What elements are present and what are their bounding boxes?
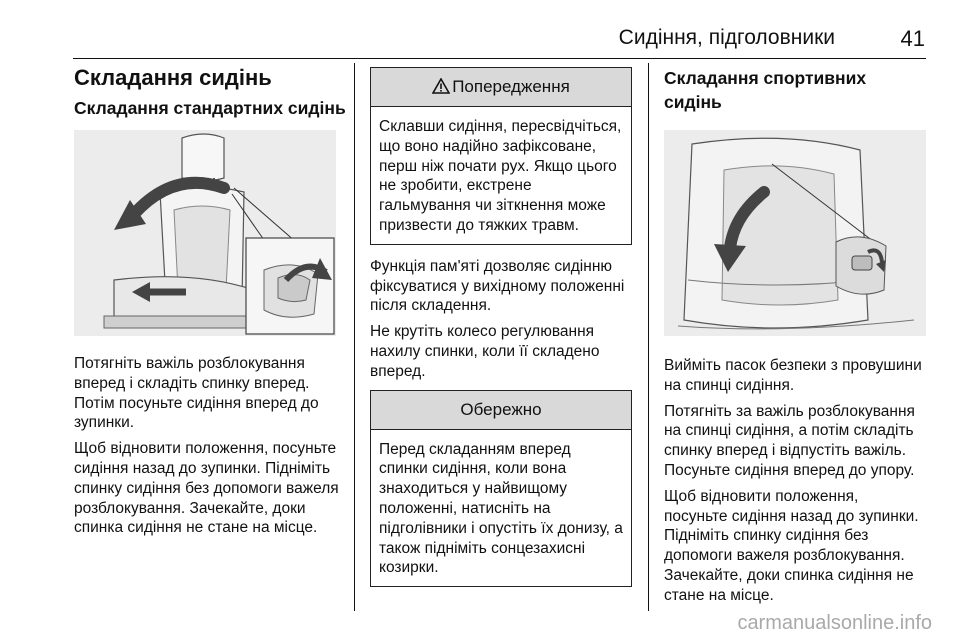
- page-number: 41: [900, 26, 925, 51]
- column-3: [664, 64, 926, 612]
- column-divider-1: [354, 63, 355, 611]
- paragraph-memory: Функція пам'яті дозволяє сидінню фіксуватися у вихідному положенні після складення.: [370, 257, 625, 315]
- paragraph-recline-wheel: Не крутіть колесо регулювання нахилу спинки, коли її складено вперед.: [370, 323, 600, 380]
- warning-title: Попередження: [452, 77, 570, 96]
- paragraph-restore: Щоб відновити положення, посуньте сидіння назад до зупинки. Підніміть спинку сидіння без допомоги важеля розблокування. Зачекайте, доки спинка сидіння не стане на місце.: [664, 487, 919, 604]
- header-title: Сидіння, підголовники: [618, 26, 835, 49]
- section-title: Складання сидінь: [74, 65, 272, 90]
- warning-box: [370, 67, 632, 245]
- figure-standard-seat: [74, 130, 336, 336]
- column-1: [74, 64, 346, 544]
- subsection-title-sport: Складання спортивних сидінь: [664, 68, 867, 112]
- caution-title: Обережно: [460, 399, 542, 419]
- header-rule: [73, 58, 926, 59]
- watermark: carmanualsonline.info: [737, 612, 932, 634]
- warning-text: Склавши сидіння, пересвідчіться, що воно надійно зафіксоване, перш ніж почати рух. Якщо цього не зробити, екстрене гальмування чи зіткнення може призвести до тяжких травм.: [379, 118, 622, 234]
- page-header: [0, 26, 925, 58]
- paragraph-1: Потягніть важіль розблокування вперед і складіть спинку вперед. Потім посуньте сидіння вперед до зупинки.: [74, 355, 319, 432]
- column-divider-2: [648, 63, 649, 611]
- paragraph-belt: Вийміть пасок безпеки з провушини на спинці сидіння.: [664, 357, 922, 394]
- figure-sport-seat: [664, 130, 926, 336]
- caution-box: [370, 390, 632, 588]
- sport-seat-illustration: [664, 130, 926, 336]
- warning-header: [371, 68, 631, 107]
- standard-seat-illustration: [74, 130, 336, 336]
- caution-text: Перед складанням вперед спинки сидіння, коли вона знаходиться у найвищому положенні, натисніть на підголівники і опустіть їх донизу, а також підніміть сонцезахисні козирки.: [379, 440, 623, 577]
- warning-triangle-icon: [432, 78, 450, 94]
- column-2: [370, 64, 632, 587]
- caution-header: [371, 391, 631, 430]
- subsection-title-standard: Складання стандартних сидінь: [74, 98, 346, 118]
- paragraph-2: Щоб відновити положення, посуньте сидіння назад до зупинки. Підніміть спинку сидіння без допомоги важеля розблокування. Зачекайте, доки спинка сидіння не стане на місце.: [74, 440, 339, 537]
- paragraph-lever: Потягніть за важіль розблокування на спинці сидіння, а потім складіть спинку вперед і відпустіть важіль. Посуньте сидіння вперед до упору.: [664, 402, 915, 479]
